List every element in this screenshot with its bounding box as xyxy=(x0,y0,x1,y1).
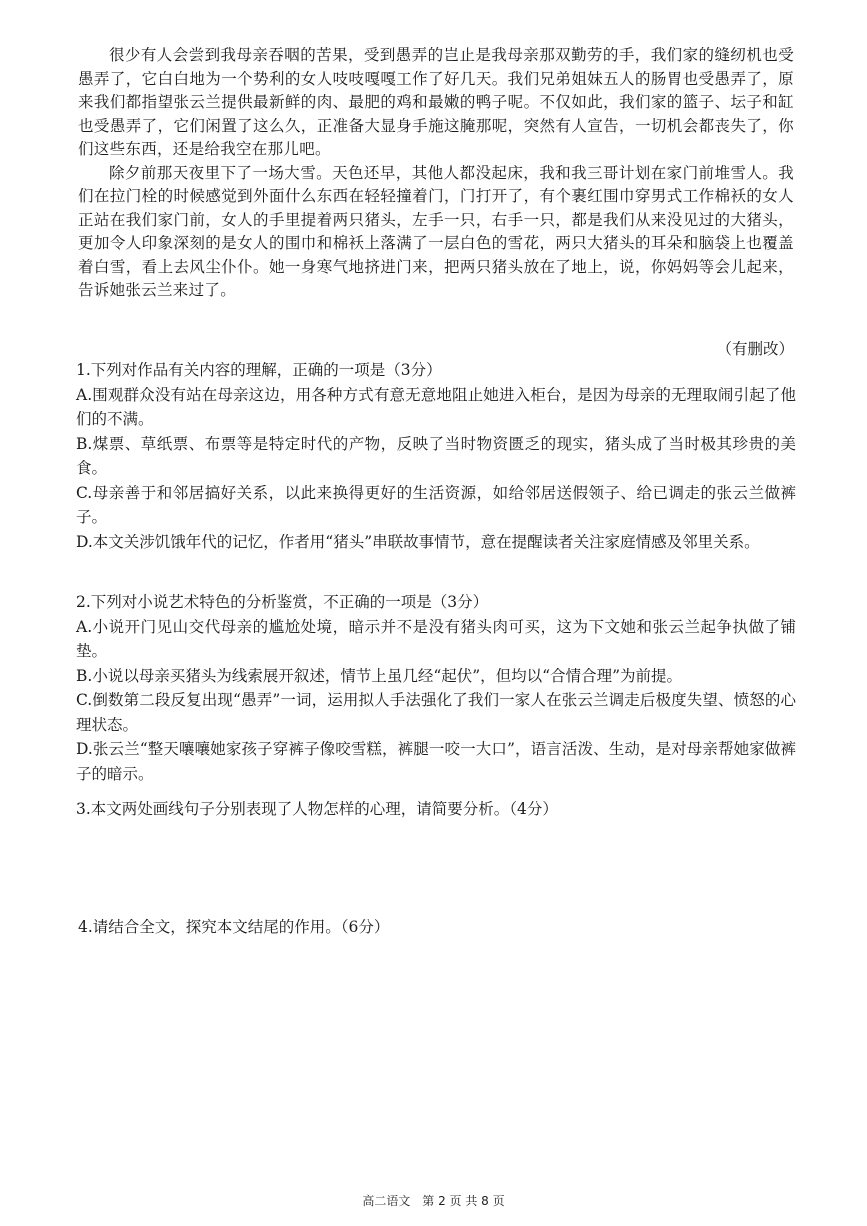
option-a: A.小说开门见山交代母亲的尴尬处境，暗示并不是没有猪头肉可买，这为下文她和张云兰起争执做了铺垫。 xyxy=(76,617,796,660)
question-4 xyxy=(78,915,798,940)
option-b: B.煤票、草纸票、布票等是特定时代的产物，反映了当时物资匮乏的现实，猪头成了当时极其珍贵的美食。 xyxy=(76,434,796,477)
question-3 xyxy=(76,797,796,822)
reading-passage xyxy=(78,44,794,303)
source-note: （有删改） xyxy=(716,340,794,358)
option-d: D.本文关涉饥饿年代的记忆，作者用“猪头”串联故事情节，意在提醒读者关注家庭情感及邻里关系。 xyxy=(76,532,760,551)
question-stem: 2.下列对小说艺术特色的分析鉴赏，不正确的一项是（3分） xyxy=(76,593,489,611)
option-d: D.张云兰“整天嚷嚷她家孩子穿裤子像咬雪糕，裤腿一咬一大口”，语言活泼、生动，是对母亲帮她家做裤子的暗示。 xyxy=(76,740,796,783)
question-stem: 3.本文两处画线句子分别表现了人物怎样的心理，请简要分析。（4分） xyxy=(76,800,558,818)
question-1 xyxy=(76,358,796,554)
question-stem: 1.下列对作品有关内容的理解，正确的一项是（3分） xyxy=(76,361,442,379)
option-c: C.倒数第二段反复出现“愚弄”一词，运用拟人手法强化了我们一家人在张云兰调走后极度失望、愤怒的心理状态。 xyxy=(76,691,796,734)
passage-paragraph-1: 很少有人会尝到我母亲吞咽的苦果，受到愚弄的岂止是我母亲那双勤劳的手，我们家的缝纫机也受愚弄了，它白白地为一个势利的女人吱吱嘎嘎工作了好几天。我们兄弟姐妹五人的肠胃也受愚弄了，原来我们都指望张云兰提供最新鲜的肉、最肥的鸡和最嫩的鸭子呢。不仅如此，我们家的篮子、坛子和缸也受愚弄了，它们闲置了这么久，正准备大显身手施这腌那呢，突然有人宣告，一切机会都丧失了，你们这些东西，还是给我空在那儿吧。 xyxy=(78,46,794,158)
footer-page-info: 第 2 页 共 8 页 xyxy=(422,1194,505,1208)
option-c: C.母亲善于和邻居搞好关系，以此来换得更好的生活资源，如给邻居送假领子、给已调走的张云兰做裤子。 xyxy=(76,483,796,526)
passage-paragraph-2: 除夕前那天夜里下了一场大雪。天色还早，其他人都没起床，我和我三哥计划在家门前堆雪人。我们在拉门栓的时候感觉到外面什么东西在轻轻撞着门，门打开了，有个裹红围巾穿男式工作棉袄的女人正站在我们家门前，女人的手里提着两只猪头，左手一只，右手一只，都是我们从来没见过的大猪头，更加令人印象深刻的是女人的围巾和棉袄上落满了一层白色的雪花，两只大猪头的耳朵和脑袋上也覆盖着白雪，看上去风尘仆仆。她一身寒气地挤进门来，把两只猪头放在了地上，说，你妈妈等会儿起来，告诉她张云兰来过了。 xyxy=(78,163,794,299)
question-2 xyxy=(76,590,796,786)
footer-subject: 高二语文 xyxy=(362,1194,411,1208)
question-stem: 4.请结合全文，探究本文结尾的作用。（6分） xyxy=(78,918,390,936)
option-b: B.小说以母亲买猪头为线索展开叙述，情节上虽几经“起伏”，但均以“合情合理”为前提。 xyxy=(76,666,683,685)
option-a: A.围观群众没有站在母亲这边，用各种方式有意无意地阻止她进入柜台，是因为母亲的无理取闹引起了他们的不满。 xyxy=(76,385,796,428)
page-footer xyxy=(0,1192,867,1209)
